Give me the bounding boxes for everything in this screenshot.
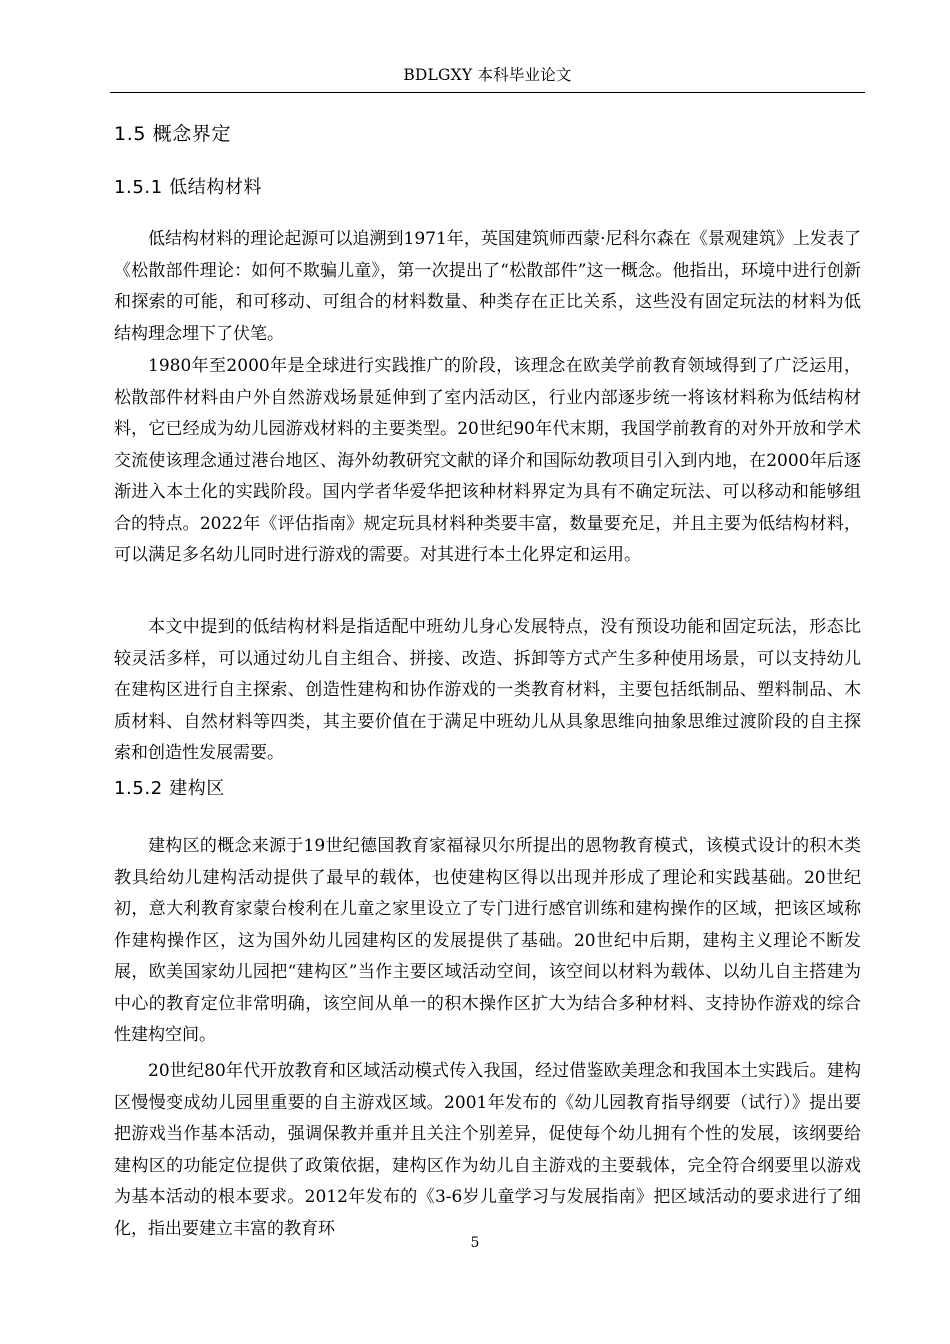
paragraph: 20世纪80年代开放教育和区域活动模式传入我国，经过借鉴欧美理念和我国本土实践后。建构区慢慢变成幼儿园里重要的自主游戏区域。2001年发布的《幼儿园教育指导纲要（试行）》提出要把游戏当作基本活动，强调保教并重并且关注个别差异，促使每个幼儿拥有个性的发展，该纲要给建构区的功能定位提供了政策依据，建构区作为幼儿自主游戏的主要载体，完全符合纲要里以游戏为基本活动的根本要求。2012年发布的《3-6岁儿童学习与发展指南》把区域活动的要求进行了细化，指出要建立丰富的教育环	[114, 1061, 861, 1239]
paragraph: 建构区的概念来源于19世纪德国教育家福禄贝尔所提出的恩物教育模式，该模式设计的积木类教具给幼儿建构活动提供了最早的载体，也使建构区得以出现并形成了理论和实践基础。20世纪初，意大利教育家蒙台梭利在儿童之家里设立了专门进行感官训练和建构操作的区域，把该区域称作建构操作区，这为国外幼儿园建构区的发展提供了基础。20世纪中后期，建构主义理论不断发展，欧美国家幼儿园把“建构区”当作主要区域活动空间，该空间以材料为载体、以幼儿自主搭建为中心的教育定位非常明确，该空间从单一的积木操作区扩大为结合多种材料、支持协作游戏的综合性建构空间。	[114, 836, 861, 1045]
paragraph: 低结构材料的理论起源可以追溯到1971年，英国建筑师西蒙·尼科尔森在《景观建筑》上发表了《松散部件理论：如何不欺骗儿童》，第一次提出了“松散部件”这一概念。他指出，环境中进行创新和探索的可能，和可移动、可组合的材料数量、种类存在正比关系，这些没有固定玩法的材料为低结构理念埋下了伏笔。	[114, 229, 861, 344]
page-number: 5	[470, 1235, 480, 1251]
paragraph: 本文中提到的低结构材料是指适配中班幼儿身心发展特点，没有预设功能和固定玩法，形态比较灵活多样，可以通过幼儿自主组合、拼接、改造、拆卸等方式产生多种使用场景，可以支持幼儿在建构区进行自主探索、创造性建构和协作游戏的一类教育材料，主要包括纸制品、塑料制品、木质材料、自然材料等四类，其主要价值在于满足中班幼儿从具象思维向抽象思维过渡阶段的自主探索和创造性发展需要。	[114, 617, 861, 763]
header-rule	[110, 92, 865, 93]
running-header: BDLGXY 本科毕业论文	[403, 66, 572, 84]
subsection-heading-1: 1.5.1 低结构材料	[114, 177, 263, 198]
subsection-heading-2: 1.5.2 建构区	[114, 778, 225, 799]
section-heading: 1.5 概念界定	[114, 123, 232, 145]
paragraph: 1980年至2000年是全球进行实践推广的阶段，该理念在欧美学前教育领域得到了广泛运用，松散部件材料由户外自然游戏场景延伸到了室内活动区，行业内部逐步统一将该材料称为低结构材料，它已经成为幼儿园游戏材料的主要类型。20世纪90年代末期，我国学前教育的对外开放和学术交流使该理念通过港台地区、海外幼教研究文献的译介和国际幼教项目引入到内地，在2000年后逐渐进入本土化的实践阶段。国内学者华爱华把该种材料界定为具有不确定玩法、可以移动和能够组合的特点。2022年《评估指南》规定玩具材料种类要丰富，数量要充足，并且主要为低结构材料，可以满足多名幼儿同时进行游戏的需要。对其进行本土化界定和运用。	[114, 356, 861, 565]
